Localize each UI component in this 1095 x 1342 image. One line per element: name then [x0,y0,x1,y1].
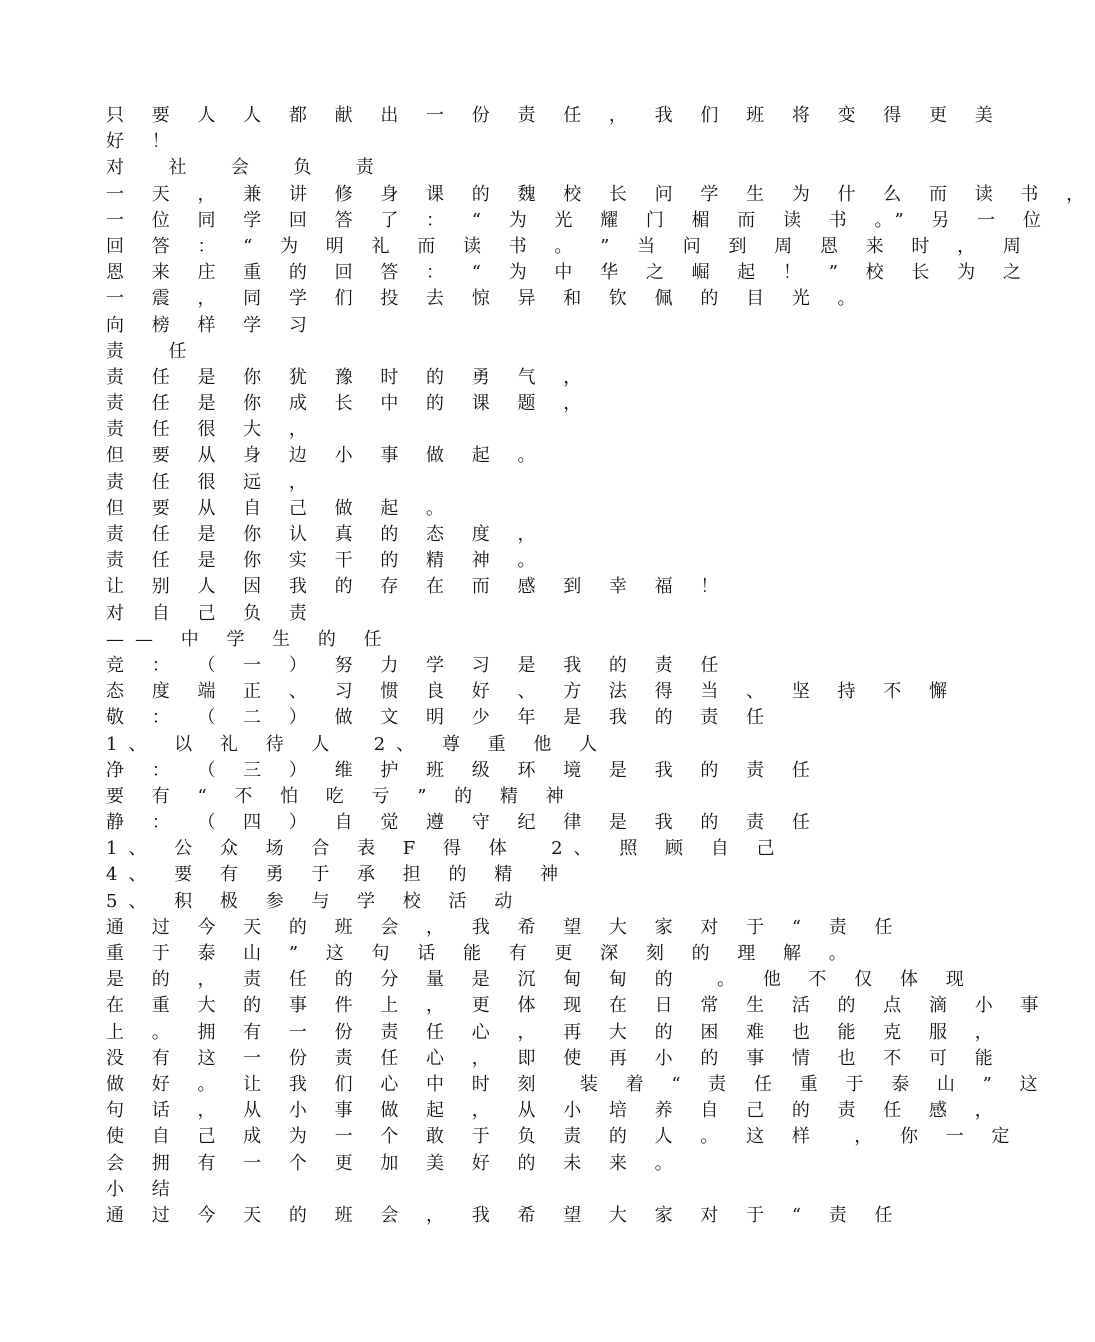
poem-line: 让 别 人 因 我 的 存 在 而 感 到 幸 福 ！ [106,576,730,598]
text-line: —— 中 学 生 的 任 [106,628,393,650]
text-line: 竞 ： （ 一 ） 努 力 学 习 是 我 的 责 任 [106,654,730,676]
poem-line: 责 任 很 大 ， [106,419,318,441]
document-body [106,103,1095,1229]
text-line: 4、 要 有 勇 于 承 担 的 精 神 [106,864,569,886]
text-line: 重 于 泰 山 ” 这 句 话 能 有 更 深 刻 的 理 解 。 [106,943,858,964]
poem-line: 但 要 从 自 己 做 起 。 [106,497,456,519]
section-heading: 向 榜 样 学 习 [106,314,318,336]
text-line: 句 话 ， 从 小 事 做 起 ， 从 小 培 养 自 己 的 责 任 感 ， [106,1100,1004,1122]
text-line: 是 的 ， 责 任 的 分 量 是 沉 甸 甸 的 。 他 不 仅 体 现 [106,969,975,991]
text-line: 态 度 端 正 、 习 惯 良 好 、 方 法 得 当 、 坚 持 不 懈 [106,681,958,703]
poem-line: 但 要 从 身 边 小 事 做 起 。 [106,445,547,467]
section-heading: 小 结 [106,1178,181,1200]
text-line: 会 拥 有 一 个 更 加 美 好 的 未 来 。 [106,1152,684,1174]
text-line: 一 震 ， 同 学 们 投 去 惊 异 和 钦 佩 的 目 光 。 [106,288,867,310]
poem-line: 责 任 是 你 认 真 的 态 度 ， [106,524,547,545]
text-line: 回 答 ： “ 为 明 礼 而 读 书 。 ” 当 问 到 周 恩 来 时 ， 周 [106,235,1032,257]
poem-title: 责 任 [106,340,198,362]
text-line: 在 重 大 的 事 件 上 ， 更 体 现 在 日 常 生 活 的 点 滴 小 事 [106,995,1050,1017]
text-line: 要 有 “ 不 怕 吃 亏 ” 的 精 神 [106,785,575,807]
text-line: 一 位 同 学 回 答 了 ： “ 为 光 耀 门 楣 而 读 书 。” 另 一 位 [106,209,1052,231]
text-line: 一 天 ， 兼 讲 修 身 课 的 魏 校 长 问 学 生 为 什 么 而 读 书 ， [106,183,1095,205]
text-line: 恩 来 庄 重 的 回 答 ： “ 为 中 华 之 崛 起 ！ ” 校 长 为 之 [106,262,1032,284]
poem-line: 责 任 是 你 成 长 中 的 课 题 ， [106,393,593,415]
text-line: 净 ： （ 三 ） 维 护 班 级 环 境 是 我 的 责 任 [106,759,821,781]
text-line: 做 好 。 让 我 们 心 中 时 刻 装 着 “ 责 任 重 于 泰 山 ” 这 [106,1073,1049,1095]
text-line: 上 。 拥 有 一 份 责 任 心 ， 再 大 的 困 难 也 能 克 服 ， [106,1021,1004,1043]
poem-line: 责 任 是 你 实 干 的 精 神 。 [106,550,547,572]
poem-line: 责 任 很 远 ， [106,471,318,493]
text-line: 好 ！ [106,131,181,153]
text-line: 没 有 这 一 份 责 任 心 ， 即 使 再 小 的 事 情 也 不 可 能 [106,1047,1004,1069]
text-line: 只 要 人 人 都 献 出 一 份 责 任 ， 我 们 班 将 变 得 更 美 [106,105,1004,126]
text-line: 通 过 今 天 的 班 会 ， 我 希 望 大 家 对 于 “ 责 任 [106,1204,904,1226]
text-line: 1、 以 礼 待 人 2、 尊 重 他 人 [106,733,609,755]
text-line: 静 ： （ 四 ） 自 觉 遵 守 纪 律 是 我 的 责 任 [106,812,821,834]
text-line: 通 过 今 天 的 班 会 ， 我 希 望 大 家 对 于 “ 责 任 [106,916,904,938]
text-line: 敬 ： （ 二 ） 做 文 明 少 年 是 我 的 责 任 [106,707,776,729]
text-line: 使 自 己 成 为 一 个 敢 于 负 责 的 人 。 这 样 ， 你 一 定 [106,1126,1021,1148]
text-line: 5、 积 极 参 与 学 校 活 动 [106,890,524,912]
section-heading: 对 社 会 负 责 [106,157,385,179]
text-line: 1、 公 众 场 合 表 F 得 体 2、 照 顾 自 己 [106,838,786,860]
poem-line: 责 任 是 你 犹 豫 时 的 勇 气 ， [106,366,593,388]
section-heading: 对 自 己 负 责 [106,602,318,624]
